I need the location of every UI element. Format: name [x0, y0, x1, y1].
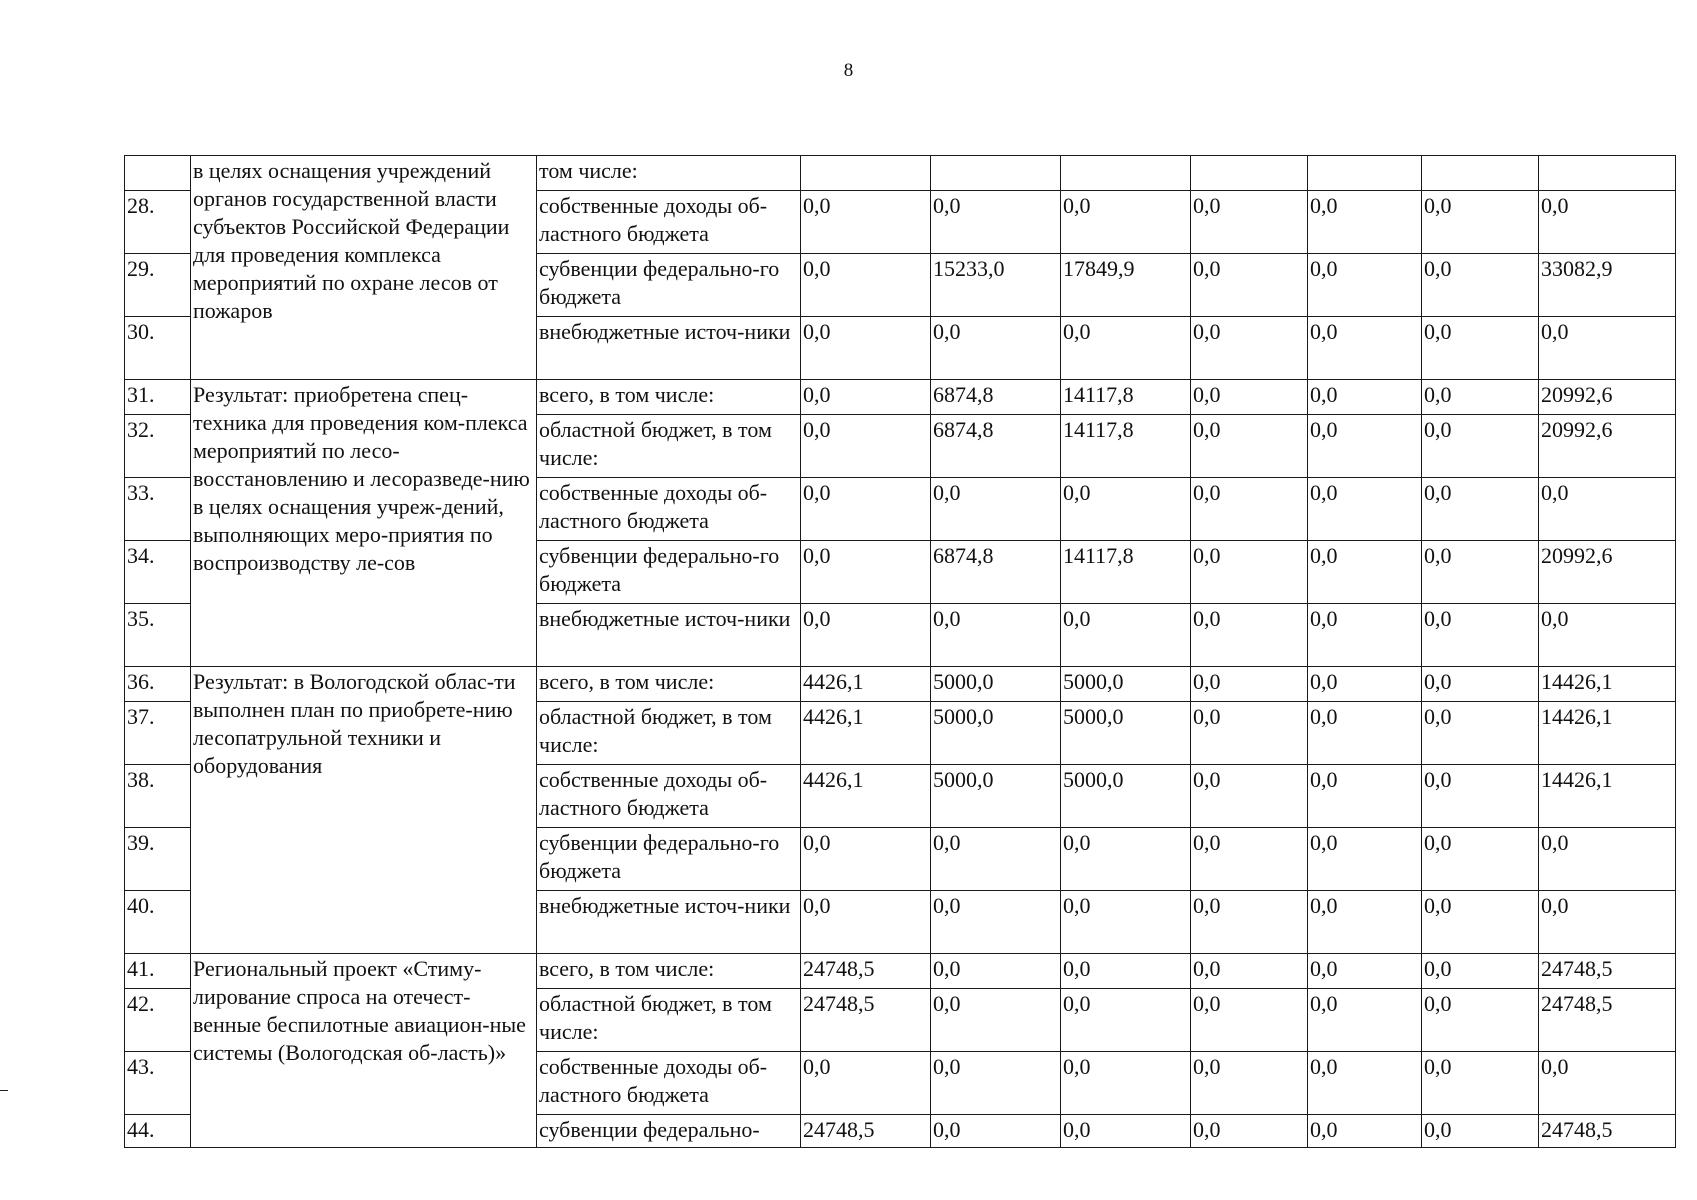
row-number: 44. [125, 1115, 191, 1148]
amount-cell: 0,0 [1308, 989, 1422, 1052]
row-description: Результат: в Вологодской облас-ти выполнен план по приобрете-нию лесопатрульной техники и оборудования [191, 667, 537, 954]
funding-source: собственные доходы об-ластного бюджета [537, 765, 801, 828]
funding-source: собственные доходы об-ластного бюджета [537, 478, 801, 541]
amount-cell: 0,0 [801, 415, 931, 478]
amount-cell: 0,0 [931, 191, 1061, 254]
amount-cell: 0,0 [1191, 254, 1308, 317]
funding-source: всего, в том числе: [537, 667, 801, 702]
amount-cell: 0,0 [931, 891, 1061, 954]
amount-cell: 0,0 [1422, 317, 1539, 380]
funding-source: областной бюджет, в том числе: [537, 415, 801, 478]
amount-cell: 4426,1 [801, 765, 931, 828]
amount-cell: 5000,0 [931, 667, 1061, 702]
amount-cell: 0,0 [1191, 765, 1308, 828]
amount-cell: 0,0 [1308, 667, 1422, 702]
amount-cell: 6874,8 [931, 541, 1061, 604]
amount-cell: 5000,0 [931, 765, 1061, 828]
amount-cell: 33082,9 [1539, 254, 1676, 317]
amount-cell: 24748,5 [1539, 954, 1676, 989]
amount-cell: 5000,0 [931, 702, 1061, 765]
budget-table [124, 155, 1676, 1148]
row-description: Результат: приобретена спец-техника для проведения ком-плекса мероприятий по лесо-восстановлению и лесоразведе-нию в целях оснащения учреж-дений, выполняющих меро-приятия по воспроизводству ле-сов [191, 380, 537, 667]
amount-cell: 0,0 [1061, 191, 1191, 254]
funding-source: внебюджетные источ-ники [537, 891, 801, 954]
amount-cell: 20992,6 [1539, 541, 1676, 604]
amount-cell [1539, 156, 1676, 191]
amount-cell: 0,0 [1061, 989, 1191, 1052]
amount-cell: 0,0 [801, 380, 931, 415]
amount-cell: 24748,5 [1539, 989, 1676, 1052]
amount-cell: 4426,1 [801, 702, 931, 765]
row-number: 43. [125, 1052, 191, 1115]
amount-cell: 0,0 [1191, 1115, 1308, 1148]
amount-cell: 6874,8 [931, 415, 1061, 478]
amount-cell: 0,0 [1308, 891, 1422, 954]
amount-cell: 0,0 [1191, 954, 1308, 989]
amount-cell: 0,0 [1422, 478, 1539, 541]
funding-source: субвенции федерально- [537, 1115, 801, 1148]
amount-cell: 0,0 [1191, 478, 1308, 541]
amount-cell [1191, 156, 1308, 191]
amount-cell: 0,0 [1422, 415, 1539, 478]
amount-cell: 0,0 [1422, 191, 1539, 254]
amount-cell: 0,0 [1308, 828, 1422, 891]
row-number: 28. [125, 191, 191, 254]
amount-cell: 14426,1 [1539, 667, 1676, 702]
amount-cell: 0,0 [1191, 317, 1308, 380]
amount-cell: 4426,1 [801, 667, 931, 702]
table-row [125, 954, 1676, 989]
amount-cell: 0,0 [1191, 828, 1308, 891]
amount-cell: 0,0 [1191, 415, 1308, 478]
amount-cell [1422, 156, 1539, 191]
amount-cell: 0,0 [1308, 1115, 1422, 1148]
amount-cell: 0,0 [1422, 1052, 1539, 1115]
amount-cell: 14117,8 [1061, 415, 1191, 478]
funding-source: областной бюджет, в том числе: [537, 989, 801, 1052]
amount-cell: 0,0 [1539, 604, 1676, 667]
amount-cell: 0,0 [1191, 989, 1308, 1052]
amount-cell: 0,0 [1539, 1052, 1676, 1115]
amount-cell [931, 156, 1061, 191]
table-row [125, 380, 1676, 415]
row-number [125, 156, 191, 191]
row-number: 33. [125, 478, 191, 541]
amount-cell: 0,0 [931, 989, 1061, 1052]
amount-cell: 0,0 [1422, 989, 1539, 1052]
scan-edge-mark [0, 1090, 8, 1091]
amount-cell: 0,0 [1191, 702, 1308, 765]
amount-cell: 0,0 [1308, 541, 1422, 604]
amount-cell: 0,0 [1422, 765, 1539, 828]
amount-cell: 5000,0 [1061, 667, 1191, 702]
amount-cell: 0,0 [1061, 478, 1191, 541]
table-row [125, 156, 1676, 191]
amount-cell: 0,0 [801, 891, 931, 954]
row-description: Региональный проект «Стиму-лирование спроса на отечест-венные беспилотные авиацион-ные системы (Вологодская об-ласть)» [191, 954, 537, 1148]
amount-cell: 0,0 [931, 1115, 1061, 1148]
amount-cell: 0,0 [801, 828, 931, 891]
amount-cell: 0,0 [801, 604, 931, 667]
amount-cell: 17849,9 [1061, 254, 1191, 317]
amount-cell: 14426,1 [1539, 702, 1676, 765]
amount-cell [1061, 156, 1191, 191]
amount-cell: 0,0 [1308, 1052, 1422, 1115]
row-number: 35. [125, 604, 191, 667]
amount-cell: 24748,5 [801, 1115, 931, 1148]
amount-cell: 24748,5 [801, 989, 931, 1052]
amount-cell: 0,0 [801, 541, 931, 604]
amount-cell: 5000,0 [1061, 765, 1191, 828]
amount-cell: 0,0 [801, 317, 931, 380]
amount-cell: 20992,6 [1539, 415, 1676, 478]
amount-cell: 0,0 [1539, 478, 1676, 541]
amount-cell: 0,0 [1308, 954, 1422, 989]
row-number: 39. [125, 828, 191, 891]
table-row [125, 667, 1676, 702]
page-number: 8 [843, 60, 854, 81]
amount-cell: 5000,0 [1061, 702, 1191, 765]
funding-source: субвенции федерально-го бюджета [537, 541, 801, 604]
amount-cell: 0,0 [1061, 317, 1191, 380]
funding-source: субвенции федерально-го бюджета [537, 254, 801, 317]
amount-cell: 0,0 [1308, 254, 1422, 317]
amount-cell: 0,0 [1422, 1115, 1539, 1148]
amount-cell: 0,0 [931, 478, 1061, 541]
amount-cell: 0,0 [931, 954, 1061, 989]
amount-cell: 0,0 [1422, 541, 1539, 604]
amount-cell: 0,0 [1422, 380, 1539, 415]
amount-cell: 0,0 [1061, 891, 1191, 954]
amount-cell: 0,0 [1191, 891, 1308, 954]
amount-cell: 0,0 [1308, 765, 1422, 828]
amount-cell: 0,0 [931, 828, 1061, 891]
amount-cell: 0,0 [1422, 254, 1539, 317]
amount-cell: 0,0 [1539, 317, 1676, 380]
amount-cell: 0,0 [1061, 1115, 1191, 1148]
amount-cell: 6874,8 [931, 380, 1061, 415]
amount-cell: 0,0 [801, 1052, 931, 1115]
amount-cell: 0,0 [1308, 604, 1422, 667]
row-number: 36. [125, 667, 191, 702]
amount-cell: 0,0 [1422, 667, 1539, 702]
amount-cell: 0,0 [931, 604, 1061, 667]
funding-source: всего, в том числе: [537, 380, 801, 415]
amount-cell: 0,0 [801, 478, 931, 541]
amount-cell: 0,0 [1061, 1052, 1191, 1115]
amount-cell: 0,0 [1308, 317, 1422, 380]
amount-cell: 0,0 [801, 254, 931, 317]
amount-cell: 0,0 [931, 1052, 1061, 1115]
amount-cell: 0,0 [1191, 604, 1308, 667]
amount-cell: 0,0 [931, 317, 1061, 380]
amount-cell: 0,0 [801, 191, 931, 254]
amount-cell: 0,0 [1308, 702, 1422, 765]
row-number: 38. [125, 765, 191, 828]
funding-source: собственные доходы об-ластного бюджета [537, 1052, 801, 1115]
row-number: 37. [125, 702, 191, 765]
amount-cell: 0,0 [1539, 191, 1676, 254]
funding-source: всего, в том числе: [537, 954, 801, 989]
row-number: 40. [125, 891, 191, 954]
funding-source: внебюджетные источ-ники [537, 317, 801, 380]
row-description: в целях оснащения учреждений органов государственной власти субъектов Российской Федерации для проведения комплекса мероприятий по охране лесов от пожаров [191, 156, 537, 380]
amount-cell: 14426,1 [1539, 765, 1676, 828]
amount-cell: 0,0 [1422, 828, 1539, 891]
amount-cell: 20992,6 [1539, 380, 1676, 415]
funding-source: субвенции федерально-го бюджета [537, 828, 801, 891]
row-number: 31. [125, 380, 191, 415]
amount-cell: 24748,5 [1539, 1115, 1676, 1148]
amount-cell: 14117,8 [1061, 380, 1191, 415]
amount-cell: 0,0 [1191, 191, 1308, 254]
amount-cell: 0,0 [1539, 828, 1676, 891]
amount-cell: 0,0 [1308, 415, 1422, 478]
amount-cell: 0,0 [1191, 1052, 1308, 1115]
amount-cell: 15233,0 [931, 254, 1061, 317]
table-body [125, 156, 1676, 1148]
amount-cell: 0,0 [1308, 478, 1422, 541]
amount-cell: 0,0 [1191, 667, 1308, 702]
amount-cell: 24748,5 [801, 954, 931, 989]
funding-source: областной бюджет, в том числе: [537, 702, 801, 765]
amount-cell: 0,0 [1539, 891, 1676, 954]
amount-cell: 0,0 [1308, 380, 1422, 415]
amount-cell: 0,0 [1061, 828, 1191, 891]
amount-cell [1308, 156, 1422, 191]
row-number: 32. [125, 415, 191, 478]
funding-source: внебюджетные источ-ники [537, 604, 801, 667]
amount-cell: 0,0 [1308, 191, 1422, 254]
amount-cell [801, 156, 931, 191]
amount-cell: 0,0 [1422, 604, 1539, 667]
amount-cell: 14117,8 [1061, 541, 1191, 604]
row-number: 41. [125, 954, 191, 989]
amount-cell: 0,0 [1191, 541, 1308, 604]
amount-cell: 0,0 [1191, 380, 1308, 415]
amount-cell: 0,0 [1422, 702, 1539, 765]
row-number: 29. [125, 254, 191, 317]
row-number: 34. [125, 541, 191, 604]
row-number: 30. [125, 317, 191, 380]
amount-cell: 0,0 [1422, 891, 1539, 954]
amount-cell: 0,0 [1061, 604, 1191, 667]
amount-cell: 0,0 [1422, 954, 1539, 989]
amount-cell: 0,0 [1061, 954, 1191, 989]
funding-source: том числе: [537, 156, 801, 191]
row-number: 42. [125, 989, 191, 1052]
funding-source: собственные доходы об-ластного бюджета [537, 191, 801, 254]
